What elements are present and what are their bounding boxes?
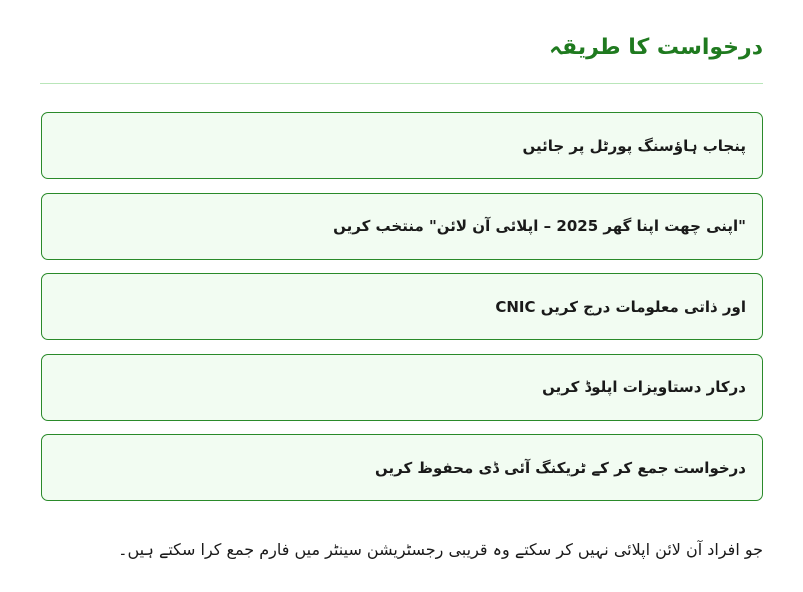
heading-divider — [40, 83, 763, 84]
step-text-4: درکار دستاویزات اپلوڈ کریں — [542, 378, 746, 396]
step-card-5 — [41, 434, 763, 501]
step-text-2: "اپنی چھت اپنا گھر 2025 – اپلائی آن لائن" منتخب کریں — [333, 217, 746, 235]
step-text-1: پنجاب ہاؤسنگ پورٹل پر جائیں — [522, 136, 746, 155]
section-heading: درخواست کا طریقہ — [549, 35, 763, 60]
step-text-5: درخواست جمع کر کے ٹریکنگ آئی ڈی محفوظ کریں — [374, 458, 746, 477]
step-card-4 — [41, 354, 763, 421]
offline-registration-note: جو افراد آن لائن اپلائی نہیں کر سکتے وہ قریبی رجسٹریشن سینٹر میں فارم جمع کرا سکتے ہیں۔ — [118, 540, 763, 559]
step-card-3 — [41, 273, 763, 340]
steps-list — [41, 112, 763, 515]
step-text-3: CNIC اور ذاتی معلومات درج کریں — [495, 297, 746, 316]
step-card-2 — [41, 193, 763, 260]
step-card-1 — [41, 112, 763, 179]
